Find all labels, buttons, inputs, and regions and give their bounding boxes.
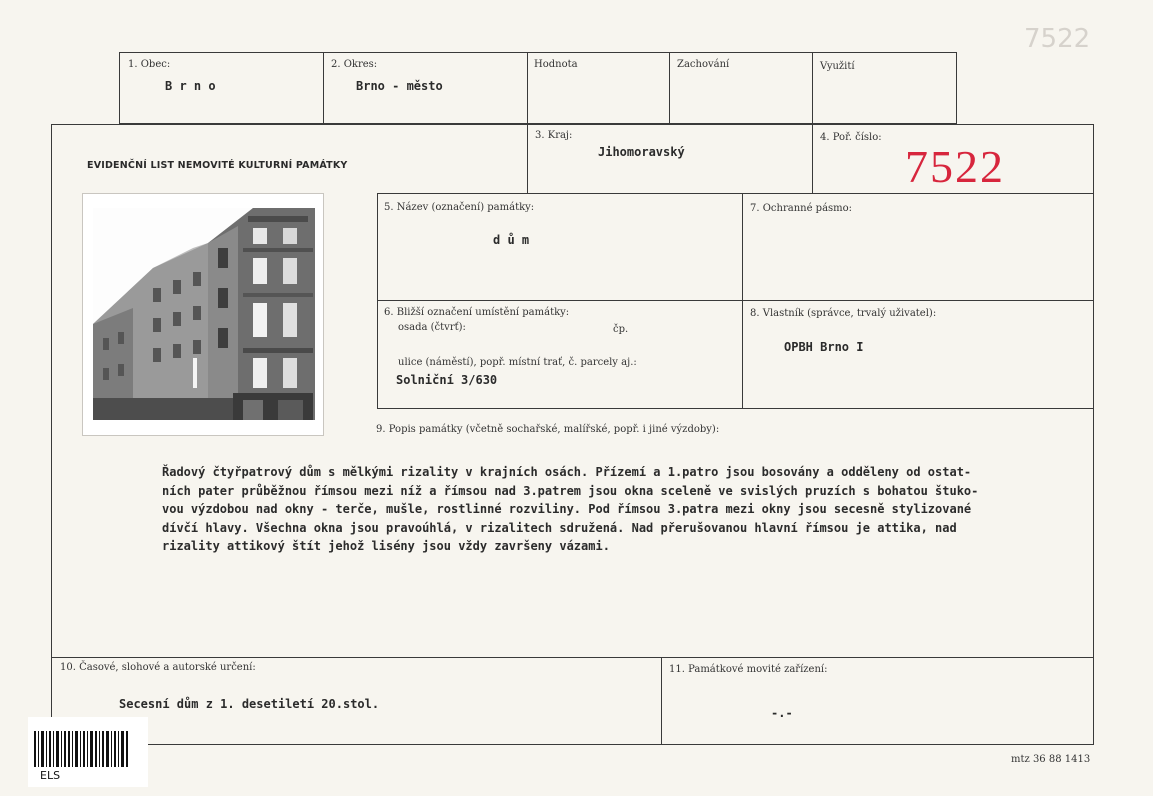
okres-value: Brno - město [356,79,443,93]
field11-value: -.- [771,706,793,720]
description-line: rizality attikový štít jehož lisény jsou vždy završeny vázami. [162,539,610,553]
description-line: vou výzdobou nad okny - terče, mušle, rostlinné rozviliny. Pod římsou 3.patra mezi okny jsou secesně stylizované [162,502,972,516]
vyuziti-label: Využití [820,61,855,72]
por-cislo-label: 4. Poř. číslo: [820,132,882,143]
description-text [162,463,1082,556]
cp-label: čp. [613,324,629,335]
divider [323,52,324,124]
hodnota-label: Hodnota [534,59,578,70]
field6-label: 6. Bližší označení umístění památky: [384,307,570,318]
divider [527,124,528,194]
divider [377,300,1094,301]
pencil-number: 7522 [1024,24,1091,54]
barcode-label-text: ELS [40,769,61,782]
divider [527,52,528,124]
ulice-label: ulice (náměstí), popř. místní trať, č. parcely aj.: [398,357,637,368]
description-line: dívčí hlavy. Všechna okna jsou pravoúhlá, v rizalitech sdružená. Nad přerušovanou hlavní římsou je attika, nad [162,520,957,535]
divider [51,657,1094,658]
obec-label: 1. Obec: [128,59,171,70]
description-line: Řadový čtyřpatrový dům s mělkými rizality v krajních osách. Přízemí a 1.patro jsou bosovány a odděleny od ostat- [162,465,972,479]
divider [661,657,662,745]
field9-label: 9. Popis památky (včetně sochařské, malířské, popř. i jiné výzdoby): [376,424,720,435]
osada-label: osada (čtvrť): [398,322,466,333]
divider [669,52,670,124]
zachovani-label: Zachování [677,59,730,70]
field11-label: 11. Památkové movité zařízení: [669,664,828,675]
field7-label: 7. Ochranné pásmo: [750,203,853,214]
ulice-value: Solniční 3/630 [396,373,498,387]
barcode-sticker [28,717,148,787]
field8-label: 8. Vlastník (správce, trvalý uživatel): [750,308,937,319]
field8-value: OPBH Brno I [784,340,864,354]
kraj-label: 3. Kraj: [535,130,573,141]
por-cislo-value: 7522 [905,141,1005,192]
document-title: EVIDENČNÍ LIST NEMOVITÉ KULTURNÍ PAMÁTKY [87,160,348,171]
divider [812,52,813,124]
barcode-icon [34,731,130,767]
field5-label: 5. Název (označení) památky: [384,202,535,213]
form-code: mtz 36 88 1413 [1011,754,1091,765]
okres-label: 2. Okres: [331,59,378,70]
monument-photo-frame [82,193,324,436]
field10-value: Secesní dům z 1. desetiletí 20.stol. [119,697,380,711]
field5-value: d ů m [493,233,530,247]
field10-label: 10. Časové, slohové a autorské určení: [60,662,256,673]
monument-photo [93,208,315,420]
obec-value: B r n o [165,79,216,93]
description-line: ních pater průběžnou římsou mezi níž a římsou nad 3.patrem jsou okna sceleně ve svislých pruzích s bohatou štuko- [162,483,979,498]
kraj-value: Jihomoravský [598,145,685,159]
divider [812,124,813,194]
divider [742,193,743,409]
